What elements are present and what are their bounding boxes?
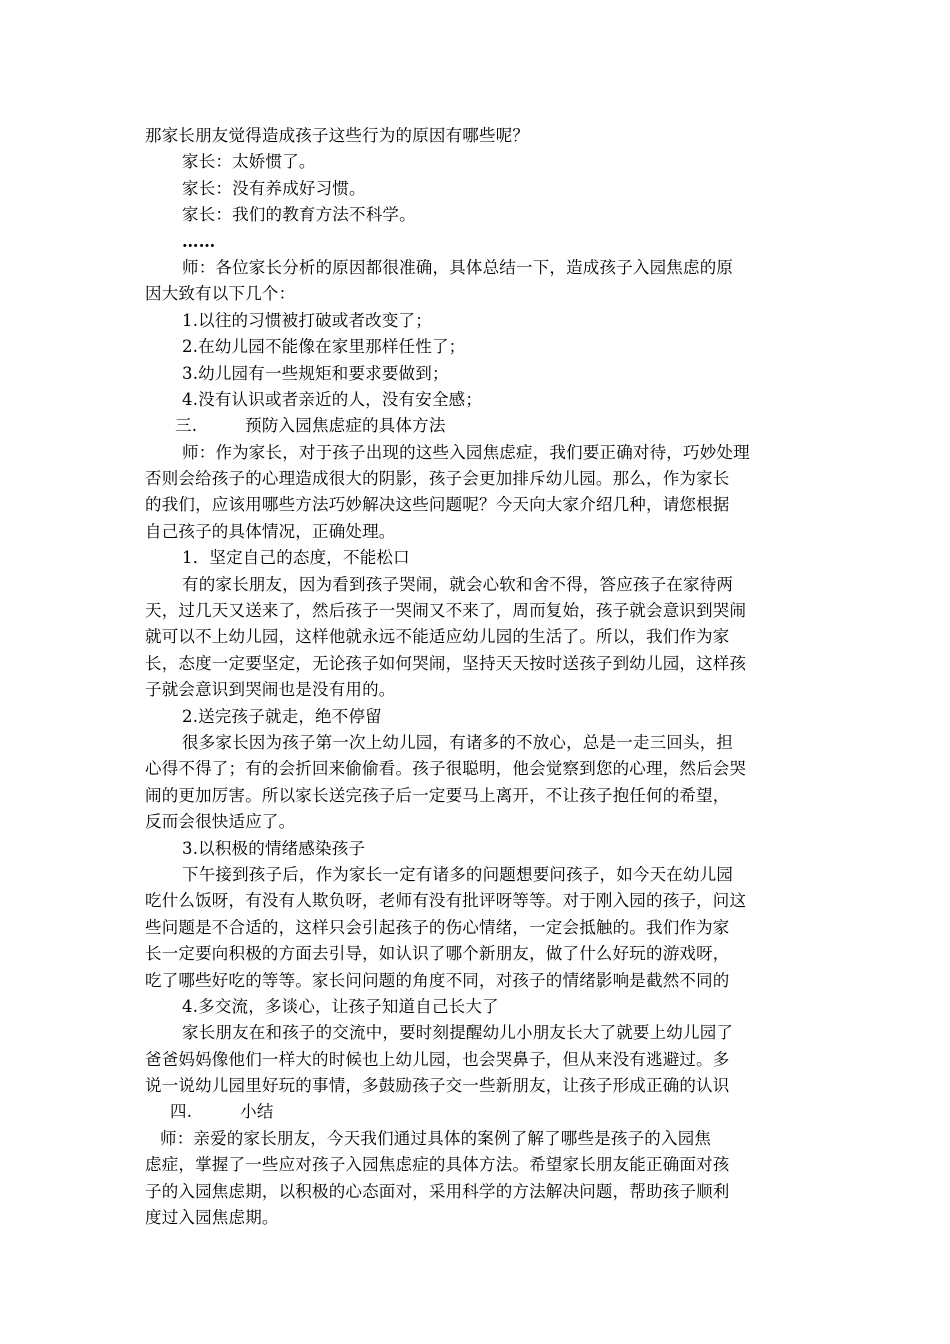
paragraph-line: 家长：没有养成好习惯。: [182, 178, 366, 198]
paragraph-line: 否则会给孩子的心理造成很大的阴影，孩子会更加排斥幼儿园。那么，作为家长: [145, 469, 730, 489]
paragraph-line: 很多家长因为孩子第一次上幼儿园，有诸多的不放心，总是一走三回头，担: [182, 732, 734, 752]
paragraph-line: 些问题是不合适的，这样只会引起孩子的伤心情绪，一定会抵触的。我们作为家: [145, 917, 730, 937]
document-body: [145, 123, 813, 1231]
section-title: 预防入园焦虑症的具体方法: [245, 416, 446, 436]
paragraph-line: 自己孩子的具体情况，正确处理。: [145, 521, 396, 541]
ellipsis-line: ……: [182, 231, 216, 251]
paragraph-line: 家长朋友在和孩子的交流中，要时刻提醒幼儿小朋友长大了就要上幼儿园了: [182, 1023, 734, 1043]
paragraph-line: 虑症，掌握了一些应对孩子入园焦虑症的具体方法。希望家长朋友能正确面对孩: [145, 1155, 730, 1175]
paragraph-line: 心得不得了；有的会折回来偷偷看。孩子很聪明，他会觉察到您的心理，然后会哭: [145, 759, 747, 779]
paragraph-line: 家长：我们的教育方法不科学。: [182, 205, 416, 225]
paragraph-line: 说一说幼儿园里好玩的事情，多鼓励孩子交一些新朋友，让孩子形成正确的认识: [145, 1076, 730, 1096]
paragraph-line: 子就会意识到哭闹也是没有用的。: [145, 680, 396, 700]
subsection-heading: 1．坚定自己的态度，不能松口: [182, 548, 410, 568]
paragraph-line: 闹的更加厉害。所以家长送完孩子后一定要马上离开，不让孩子抱任何的希望，: [145, 785, 730, 805]
paragraph-line: 的我们，应该用哪些方法巧妙解决这些问题呢？今天向大家介绍几种，请您根据: [145, 495, 730, 515]
list-item: 1.以往的习惯被打破或者改变了；: [182, 310, 432, 330]
paragraph-line: 就可以不上幼儿园，这样他就永远不能适应幼儿园的生活了。所以，我们作为家: [145, 627, 730, 647]
paragraph-line: 子的入园焦虑期，以积极的心态面对，采用科学的方法解决问题，帮助孩子顺利: [145, 1181, 730, 1201]
subsection-heading: 4.多交流，多谈心，让孩子知道自己长大了: [182, 996, 499, 1016]
paragraph-line: 有的家长朋友，因为看到孩子哭闹，就会心软和舍不得，答应孩子在家待两: [182, 574, 734, 594]
list-item: 2.在幼儿园不能像在家里那样任性了；: [182, 337, 466, 357]
paragraph-line: 师：作为家长，对于孩子出现的这些入园焦虑症，我们要正确对待，巧妙处理: [182, 442, 750, 462]
paragraph-line: 度过入园焦虑期。: [145, 1208, 279, 1228]
section-title: 小结: [240, 1102, 274, 1122]
paragraph-line: 那家长朋友觉得造成孩子这些行为的原因有哪些呢？: [145, 126, 530, 145]
paragraph-line: 长，态度一定要坚定，无论孩子如何哭闹，坚持天天按时送孩子到幼儿园，这样孩: [145, 653, 747, 673]
paragraph-line: 因大致有以下几个：: [145, 284, 296, 304]
paragraph-line: 师：亲爱的家长朋友，今天我们通过具体的案例了解了哪些是孩子的入园焦: [160, 1128, 712, 1148]
section-number: 四.: [170, 1102, 193, 1122]
paragraph-line: 长一定要向积极的方面去引导，如认识了哪个新朋友，做了什么好玩的游戏呀，: [145, 944, 730, 964]
paragraph-line: 天，过几天又送来了，然后孩子一哭闹又不来了，周而复始，孩子就会意识到哭闹: [145, 601, 747, 621]
paragraph-line: 吃了哪些好吃的等等。家长问问题的角度不同，对孩子的情绪影响是截然不同的: [145, 970, 730, 990]
list-item: 4.没有认识或者亲近的人，没有安全感；: [182, 389, 483, 409]
paragraph-line: 爸爸妈妈像他们一样大的时候也上幼儿园，也会哭鼻子，但从来没有逃避过。多: [145, 1049, 730, 1069]
paragraph-line: 下午接到孩子后，作为家长一定有诸多的问题想要问孩子，如今天在幼儿园: [182, 864, 734, 884]
section-number: 三.: [175, 416, 198, 436]
paragraph-line: 师：各位家长分析的原因都很准确，具体总结一下，造成孩子入园焦虑的原: [182, 257, 734, 277]
section-heading: [145, 1099, 813, 1125]
paragraph-line: 吃什么饭呀，有没有人欺负呀，老师有没有批评呀等等。对于刚入园的孩子，问这: [145, 891, 747, 911]
section-heading: [145, 413, 813, 439]
subsection-heading: 3.以积极的情绪感染孩子: [182, 838, 366, 858]
paragraph-line: 家长：太娇惯了。: [182, 152, 316, 172]
list-item: 3.幼儿园有一些规矩和要求要做到；: [182, 363, 449, 383]
subsection-heading: 2.送完孩子就走，绝不停留: [182, 706, 382, 726]
paragraph-line: 反而会很快适应了。: [145, 812, 296, 832]
